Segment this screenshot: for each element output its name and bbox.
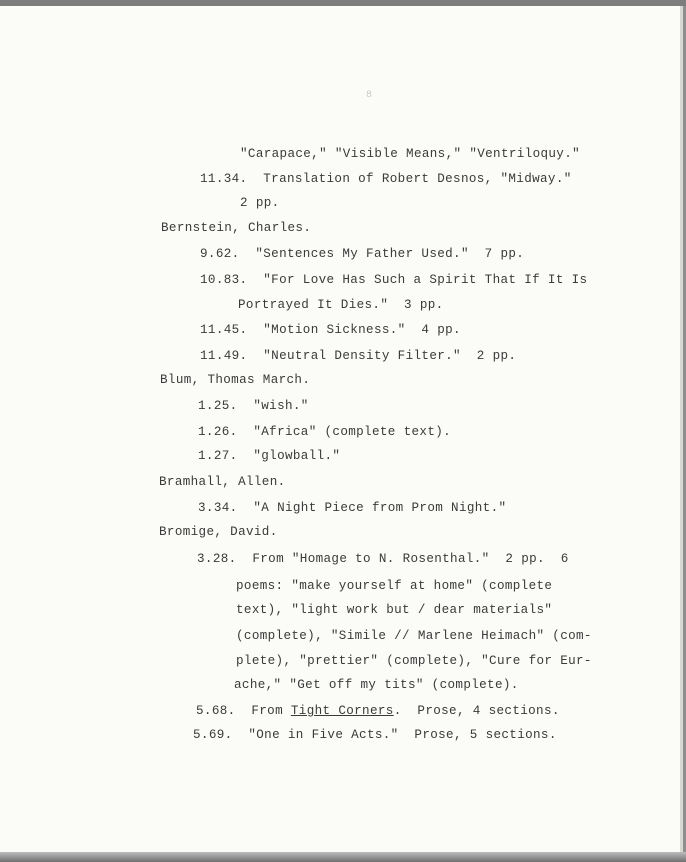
entry-line: plete), "prettier" (complete), "Cure for Eur- <box>236 654 592 668</box>
entry-line: 2 pp. <box>240 196 280 210</box>
author-heading: Blum, Thomas March. <box>160 373 311 387</box>
entry-line: (complete), "Simile // Marlene Heimach" (com- <box>236 629 592 643</box>
entry-line: 5.69. "One in Five Acts." Prose, 5 sections. <box>193 728 557 742</box>
author-heading: Bramhall, Allen. <box>159 475 286 489</box>
entry-line: 3.28. From "Homage to N. Rosenthal." 2 pp. 6 <box>197 552 569 566</box>
document-page <box>0 6 683 852</box>
entry-line: poems: "make yourself at home" (complete <box>236 579 553 593</box>
author-heading: Bernstein, Charles. <box>161 221 312 235</box>
entry-line: 3.34. "A Night Piece from Prom Night." <box>198 501 507 515</box>
entry-line: 10.83. "For Love Has Such a Spirit That If It Is <box>200 273 588 287</box>
entry-line: 9.62. "Sentences My Father Used." 7 pp. <box>200 247 525 261</box>
entry-line: 1.25. "wish." <box>198 399 309 413</box>
entry-tail-text: . Prose, 4 sections. <box>393 704 560 718</box>
entry-line: 1.27. "glowball." <box>198 449 341 463</box>
entry-line: "Carapace," "Visible Means," "Ventriloquy." <box>240 147 581 161</box>
underlined-title: Tight Corners <box>290 704 394 718</box>
scan-bottom-edge <box>0 852 686 862</box>
entry-line <box>196 703 560 719</box>
author-heading: Bromige, David. <box>159 525 278 539</box>
entry-line: text), "light work but / dear materials" <box>236 603 553 617</box>
entry-line: 11.45. "Motion Sickness." 4 pp. <box>200 323 461 337</box>
entry-line: 1.26. "Africa" (complete text). <box>198 425 452 439</box>
entry-line: 11.49. "Neutral Density Filter." 2 pp. <box>200 349 517 363</box>
entry-line: 11.34. Translation of Robert Desnos, "Midway." <box>200 172 572 186</box>
entry-line: ache," "Get off my tits" (complete). <box>234 678 519 692</box>
entry-number-text: 5.68. From <box>196 704 291 718</box>
entry-line: Portrayed It Dies." 3 pp. <box>238 298 444 312</box>
page-number: 8 <box>366 90 373 101</box>
